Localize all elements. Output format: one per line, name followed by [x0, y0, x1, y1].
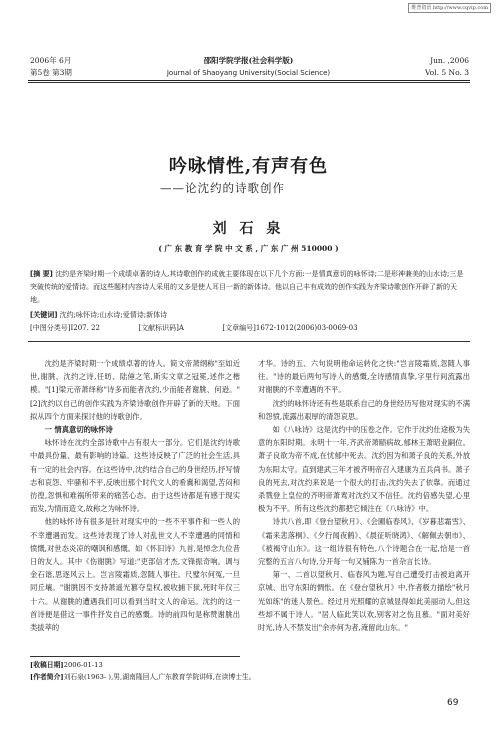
- abstract-text: 沈约是齐梁时期一个成绩卓著的诗人,其诗歌创作的成就主要体现在以下几个方面:一是情真意切的咏怀诗;二是形神兼美的山水诗;三是突破传统的爱情诗。而这些题材内容诗人采用的又多是使人耳目一新的新体诗。他以自己丰有成效的创作实践为齐梁诗歌创作开辟了新的天地。: [30, 270, 464, 304]
- paragraph: 诗共八首,即《登台望秋月》、《会圃临春风》、《岁暮悲霜雪》、《霜来悲落桐》、《夕行闻夜鹤》、《晨征听晓鸿》、《解佩去朝市》、《被褐守山东》。这一组诗很有特色,八个诗题合在一起,恰是一首完整的五言八句诗,分开每一句又铺陈为一首杂言长诗。: [258, 517, 470, 567]
- abstract-block: [30, 268, 470, 307]
- received-value: 2006-01-13: [63, 661, 103, 669]
- classification-block: [30, 322, 470, 335]
- body-left-column: [30, 357, 240, 634]
- header-rule-thin: [28, 82, 470, 83]
- received-label: [收稿日期]: [30, 661, 64, 669]
- paragraph: 才华。诗的五、六句说明他命运转化之快:"岂言陵霜质,忽随人事往。"诗的最后两句写诗人的感慨,全诗感情真挚,字里行间流露出对谢朓的不幸遭遇的不平。: [258, 359, 470, 395]
- author-affiliation: ( 广 东 教 育 学 院 中 文 系 , 广 东 广 州 510000 ): [158, 244, 339, 253]
- header-date-cn: 2006年 6月: [30, 56, 72, 65]
- header-rule: [28, 80, 470, 81]
- abstract-label: [摘 要]: [30, 270, 53, 278]
- paragraph: 咏怀诗在沈约全部诗歌中占有很大一部分。它们是沈约诗歌中最具份量、最有影响的诗篇。这些诗反映了广泛的社会生活,具有一定的社会内容。在这些诗中,沈约结合自己的身世经历,抒写情志和哀怨、牢骚和不平,反映出那个时代文人的希冀和渴望,苦闷和彷徨,忽惧和难祸所带来的痛苦心态。由于这些诗都是有感于现实而发,为情而造文,故称之为咏怀诗。: [30, 438, 240, 514]
- article-number-value: 1672-1012(2006)03-0069-03: [255, 324, 358, 332]
- paragraph: 沈约是齐梁时期一个成绩卓著的诗人。简文帝萧纲称"至如近世,谢朓、沈约之诗,任昉、陆倕之笔,斯实文章之冠冕,述作之楷模。"[1]梁元帝萧绎称"诗多而能者沈约,少而能者谢朓、何逊。"[2]沈约以自己的创作实践为齐梁诗歌创作开辟了新的天地。下面拟从四个方面来探讨他的诗歌创作。: [30, 359, 240, 421]
- watermark-badge: 维普资讯 http://www.cqvip.com: [408, 3, 491, 13]
- header-journal-en: Journal of Shaoyang University(Social Science): [166, 69, 331, 77]
- article-title: 吟咏情性,有声有色: [168, 156, 329, 177]
- header-journal-cn: 邵阳学院学报(社会科学版): [203, 56, 294, 65]
- article-number-label: [文章编号]: [222, 324, 256, 332]
- paragraph: 第一、二首以望秋月、临春风为题,写自己遭受打击被迫离开京城、出守东阳的惆怅。在《登台望秋月》中,作者极力描绘"秋月光如练"的迷人景色。经过月光照耀的京城显得如此美丽动人,但这些却不属于诗人。"居人临此笑以欢,别客对之伤且慕。"面对美好时光,诗人不禁发出"余亦何为者,淹留此山东。": [258, 570, 470, 633]
- header-date-en: Jun. ,2006: [430, 56, 469, 65]
- received-date: [30, 659, 330, 671]
- doc-code-value: A: [178, 324, 184, 332]
- abstract-rule: [28, 341, 470, 342]
- keywords-text: 沈约;咏怀诗;山水诗;爱情诗;新体诗: [59, 311, 168, 319]
- author-bio: [30, 671, 330, 683]
- footnote-rule: [30, 656, 240, 657]
- paragraph: 沈约的咏怀诗还有些是联系自己的身世经历写他对现实的不满和怨愤,流露出艰厚的清怨哀思。: [258, 398, 470, 421]
- page-number: 69: [447, 698, 459, 708]
- paragraph: 如《八咏诗》这是沈约中的压卷之作。它作于沈约仕途极为失意的东阳时期。永明十一年,齐武帝萧赜病故,郁林王萧昭业嗣位。萧子良欲为帝不成,在忧郁中死去。沈约因为和萧子良的关系,外放为东阳太守。直到建武三年才被齐明帝召入建康为五兵尚书。萧子良的死去,对沈约来说是一个很大的打击,沈约失去了依靠。而通过杀戮登上皇位的齐明帝萧鸾对沈约又不信任。沈约倍感失望,心里极为不平。所有这些沈约都把它倾注在《八咏诗》中。: [258, 425, 470, 514]
- author-bio-label: [作者简介]: [30, 673, 64, 681]
- footnote-block: [30, 659, 330, 683]
- section-heading: 一 情真意切的咏怀诗: [44, 425, 113, 435]
- keywords-label: [关键词]: [30, 311, 58, 319]
- article-subtitle: ——论沈约的诗歌创作: [160, 181, 285, 195]
- header-issue-cn: 第5卷 第3期: [30, 68, 72, 77]
- header-vol-en: Vol. 5 No. 3: [424, 68, 469, 77]
- body-right-column: [258, 357, 470, 634]
- clc-value: I207. 22: [70, 324, 100, 332]
- clc-label: [中图分类号]: [30, 324, 71, 332]
- keywords-block: [30, 309, 470, 322]
- doc-code-label: [文献标识码]: [138, 324, 179, 332]
- author-bio-text: 刘石泉(1963- ),男,湖南隆回人,广东教育学院讲师,在读博士生。: [63, 673, 256, 681]
- paragraph: 他的咏怀诗有很多是针对现实中的一些不平事件和一些人的不幸遭遇而发。这些诗表现了诗人对乱世文人不幸遭遇的同情和愤慨,对世态炎凉的嘲讽和感慨。如《怀旧诗》九首,是悼念九位昔日的友人。其中《伤谢朓》写道:"吏部信才杰,文锋振奇响。调与金石谐,思逐风云上。岂言陵霜质,忽随人事往。尺璧尔何冤,一旦同丘壤。"谢朓因不支持萧遥光篡夺皇权,被收捕下狱,死时年仅三十六。从谢朓的遭遇我们可以看到当时文人的命运。沈约的这一首诗便是借这一事件抒发自己的感慨。诗的前四句是称赞谢朓出类拔萃的: [30, 517, 240, 633]
- author-name: 刘 石 泉: [212, 221, 285, 237]
